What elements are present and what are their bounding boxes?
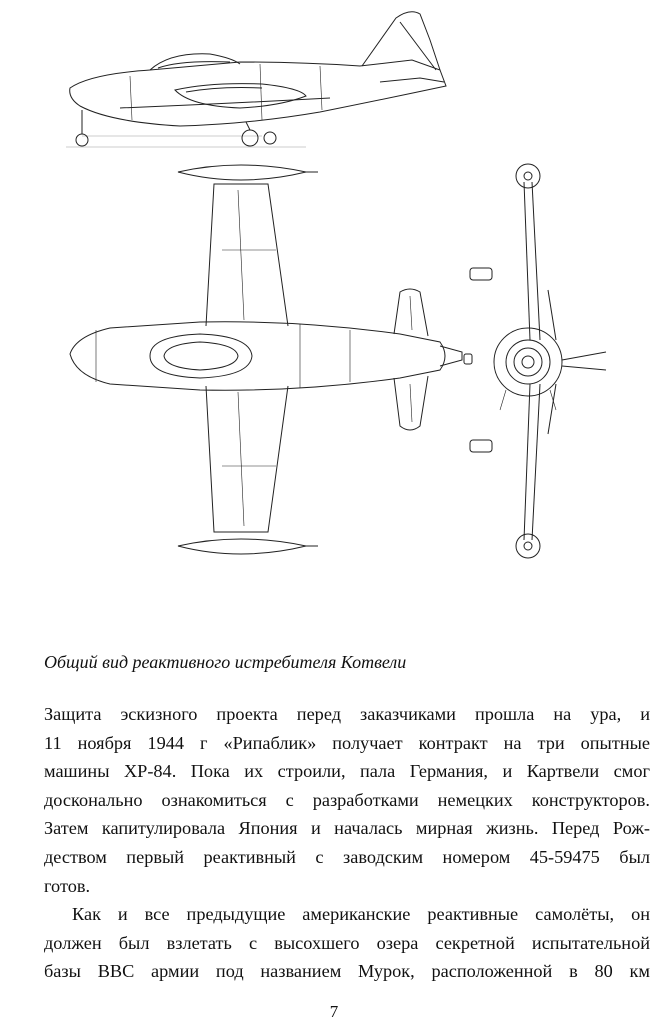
page-number: 7 — [329, 1002, 339, 1021]
text-line: Защита эскизного проекта перед заказчиками прошла на ура, и — [44, 704, 650, 724]
figure-caption: Общий вид реактивного истребителя Котвели — [44, 652, 407, 672]
text-line: машины XP-84. Пока их строили, пала Германия, и Картвели смог — [44, 761, 650, 782]
text-line: 11 ноября 1944 г «Рипаблик» получает контракт на три опытные — [44, 732, 650, 753]
side-view-drawing — [66, 12, 446, 147]
text-line: базы ВВС армии под названием Мурок, расположенной в 80 км — [44, 961, 650, 982]
text-line: досконально ознакомиться с разработками немецких конструкторов. — [44, 789, 650, 810]
text-line: Затем капитулировала Япония и началась мирная жизнь. Перед Рож- — [44, 818, 650, 839]
front-view-drawing — [494, 164, 606, 558]
plan-view-drawing — [70, 165, 462, 554]
text-line: Как и все предыдущие американские реактивные самолёты, он — [72, 904, 650, 925]
text-line: деством первый реактивный с заводским номером 45-59475 был — [44, 846, 650, 867]
body-text — [44, 700, 650, 986]
text-line: должен был взлетать с высохшего озера секретной испытательной — [44, 932, 650, 953]
text-line: готов. — [44, 875, 91, 896]
